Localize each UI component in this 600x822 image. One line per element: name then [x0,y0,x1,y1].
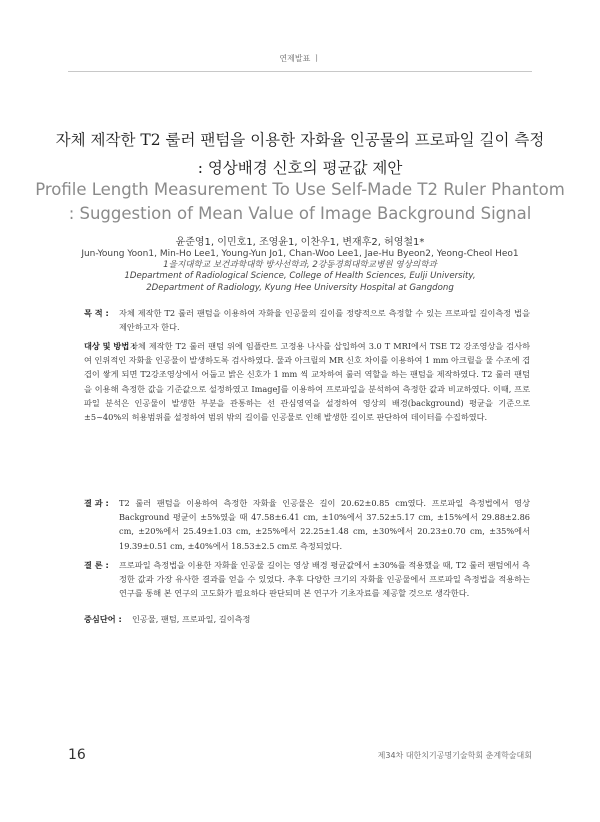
results-label: 결 과 : [84,498,109,508]
purpose-label: 목 적 : [84,308,109,318]
affiliation-korean: 1을지대학교 보건과학대학 방사선학과, 2강동경희대학교병원 영상의학과 [163,260,437,270]
title-english-line1: Profile Length Measurement To Use Self-Made T2 Ruler Phantom [35,180,565,199]
authors-english: Jun-Young Yoon1, Min-Ho Lee1, Young-Yun Jo1, Chan-Woo Lee1, Jae-Hu Byeon2, Yeong-Cheol Heo1 [81,249,519,259]
page-number: 16 [68,747,86,763]
section-results [84,496,530,553]
header-divider [68,71,532,72]
affiliation-1: 1Department of Radiological Science, College of Health Sciences, Eulji University, [124,271,476,281]
methods-text: 자체 제작한 T2 룰러 팬텀 위에 임플란트 고정용 나사를 삽입하여 3.0 T MRI에서 TSE T2 강조영상을 검사하여 인위적인 자화율 인공물이 발생하도록 검사하였다. 물과 아크릴의 MR 신호 차이를 이용하여 1 mm 아크릴을 물 수조에 겹겹이 쌓게 되면 T2강조영상에서 어둡고 밝은 신호가 1 mm 씩 교차하여 룰러 역할을 하는 팬텀을 제작하였다. T2 룰러 팬텀을 이용해 측정한 값을 기준값으로 설정하였고 ImageJ를 이용하여 프로파일을 분석하여 측정한 값과 비교하였다. 이때, 프로파일 분석은 인공물이 발생한 부분을 관통하는 선 관심영역을 설정하여 영상의 배경(background) 평균을 기준으로 ±5~40%의 허용범위를 설정하여 범위 밖의 길이를 인공물로 인해 발생한 길이로 판단하여 데이터를 수집하였다. [84,341,530,423]
section-keywords [84,612,530,626]
methods-label: 대상 및 방법 : [84,341,136,351]
title-korean-line1: 자체 제작한 T2 룰러 팬텀을 이용한 자화율 인공물의 프로파일 길이 측정 [55,131,545,149]
conclusion-label: 결 론 : [84,560,109,570]
purpose-text: 자체 제작한 T2 룰러 팬텀을 이용하여 자화율 인공물의 길이를 정량적으로 측정할 수 있는 프로파일 길이측정 법을 제안하고자 한다. [119,308,530,333]
title-english-line2: : Suggestion of Mean Value of Image Background Signal [68,204,532,223]
keywords-text: 인공물, 팬텀, 프로파일, 길이측정 [132,614,251,624]
section-conclusion [84,558,530,601]
footer-conference: 제34차 대한치기공명기술학회 춘계학술대회 [377,751,532,760]
keywords-label: 중심단어 : [84,614,122,624]
running-header: 연제발표 ㅣ [279,54,321,63]
section-methods [84,339,530,424]
results-text: T2 룰러 팬텀을 이용하여 측정한 자화율 인공물은 길이 20.62±0.85 cm였다. 프로파일 측정법에서 영상 Background 평균이 ±5%였을 때 47.58±6.41 cm, ±10%에서 37.52±5.17 cm, ±15%에서 29.88±2.86 cm, ±20%에서 25.49±1.03 cm, ±25%에서 22.25±1.48 cm, ±30%에서 20.23±0.70 cm, ±35%에서 19.39±0.51 cm, ±40%에서 18.53±2.5 cm로 측정되었다. [119,498,530,551]
title-korean-line2: : 영상배경 신호의 평균값 제안 [197,159,403,177]
conclusion-text: 프로파일 측정법을 이용한 자화율 인공물 길이는 영상 배경 평균값에서 ±30%를 적용했을 때, T2 룰러 팬텀에서 측정한 값과 가장 유사한 결과를 얻을 수 있었다. 추후 다양한 크기의 자화율 인공물에서 프로파일 측정법을 적용하는 연구를 통해 본 연구의 고도화가 필요하다 판단되며 본 연구가 기초자료를 제공할 것으로 생각한다. [119,560,530,599]
affiliation-2: 2Department of Radiology, Kyung Hee University Hospital at Gangdong [146,283,454,293]
section-purpose [84,306,530,334]
authors-korean: 윤준영1, 이민호1, 조영윤1, 이찬우1, 변재후2, 허영철1* [175,237,425,248]
